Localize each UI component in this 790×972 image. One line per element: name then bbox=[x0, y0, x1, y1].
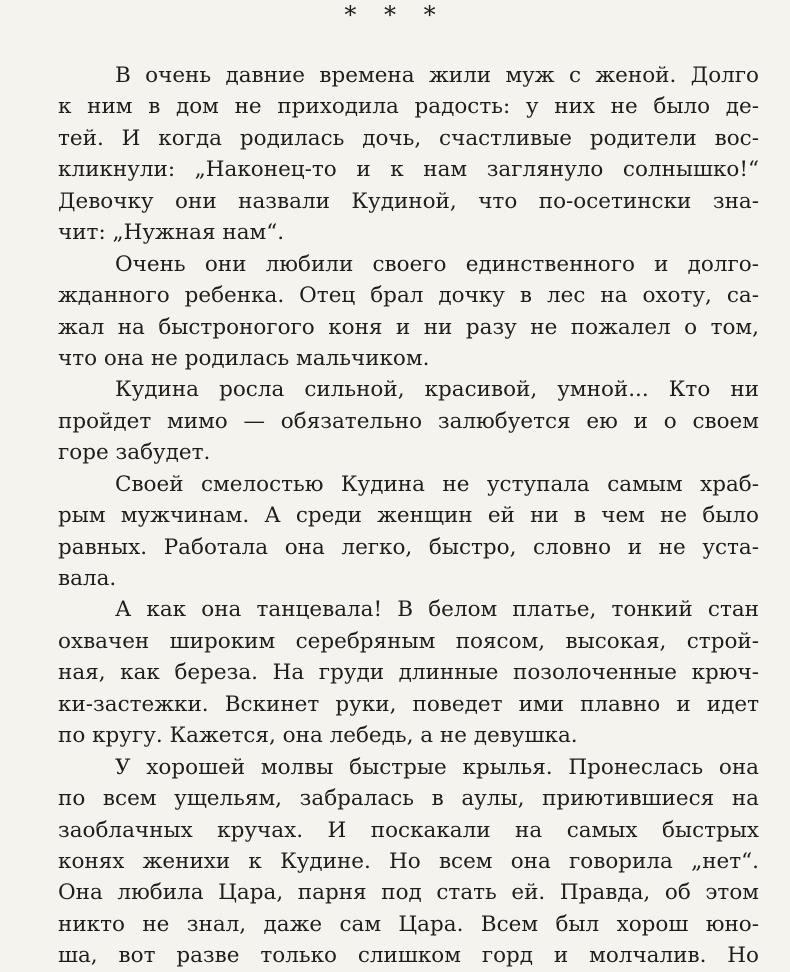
text-line: по всем ущельям, забралась в аулы, приютившиеся на bbox=[58, 786, 759, 812]
text-line: У хорошей молвы быстрые крылья. Пронеслась она bbox=[115, 754, 759, 780]
text-line: чит: „Нужная нам“. bbox=[58, 220, 285, 246]
body-text bbox=[58, 60, 759, 972]
text-line: заоблачных кручах. И поскакали на самых быстрых bbox=[58, 817, 759, 843]
text-line: Она любила Цара, парня под стать ей. Правда, об этом bbox=[58, 880, 759, 906]
text-line: тей. И когда родилась дочь, счастливые родители вос- bbox=[58, 125, 759, 151]
text-line: что она не родилась мальчиком. bbox=[58, 345, 430, 371]
text-line: пройдет мимо — обязательно залюбуется ею и о своем bbox=[58, 408, 759, 434]
text-line: никто не знал, даже сам Цара. Всем был хорош юно- bbox=[58, 911, 759, 937]
text-line: В очень давние времена жили муж с женой. Долго bbox=[115, 63, 759, 88]
text-line: Своей смелостью Кудина не уступала самым храб- bbox=[115, 471, 759, 497]
text-line: к ним в дом не приходила радость: у них не было де- bbox=[58, 94, 759, 120]
text-line: ная, как береза. На груди длинные позолоченные крюч- bbox=[58, 660, 759, 686]
text-line: равных. Работала она легко, быстро, словно и не уста- bbox=[58, 534, 759, 560]
text-line: рым мужчинам. А среди женщин ей ни в чем не было bbox=[58, 503, 759, 529]
text-line: Девочку они назвали Кудиной, что по-осетински зна- bbox=[58, 188, 759, 214]
text-line: охвачен широким серебряным поясом, высокая, строй- bbox=[58, 628, 759, 654]
text-line: жданного ребенка. Отец брал дочку в лес на охоту, са- bbox=[58, 283, 759, 309]
text-line: вала. bbox=[58, 566, 117, 591]
text-line: Очень они любили своего единственного и долго- bbox=[115, 251, 759, 277]
text-line: конях женихи к Кудине. Но всем она говорила „нет“. bbox=[58, 848, 759, 874]
text-line: жал на быстроногого коня и ни разу не пожалел о том, bbox=[58, 314, 759, 340]
text-line: ки-застежки. Вскинет руки, поведет ими плавно и идет bbox=[58, 691, 759, 717]
text-line: Кудина росла сильной, красивой, умной... Кто ни bbox=[115, 377, 759, 403]
text-line: по кругу. Кажется, она лебедь, а не девушка. bbox=[58, 723, 578, 749]
section-ornament: * * * bbox=[344, 1, 446, 29]
text-line: горе забудет. bbox=[58, 440, 211, 466]
text-line: А как она танцевала! В белом платье, тонкий стан bbox=[115, 597, 759, 623]
text-line: ша, вот разве только слишком горд и молчалив. Но bbox=[58, 943, 759, 969]
text-line: кликнули: „Наконец-то и к нам заглянуло солнышко!“ bbox=[58, 157, 759, 183]
